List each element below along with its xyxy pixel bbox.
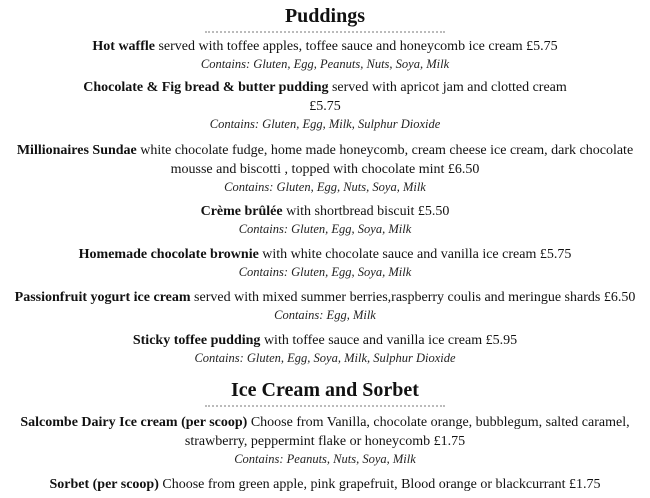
item-description: with toffee sauce and vanilla ice cream £5.95 (260, 333, 518, 348)
section-title-ice-cream-sorbet: Ice Cream and Sorbet (231, 379, 419, 401)
section-title-puddings: Puddings (284, 5, 366, 27)
item-name: Salcombe Dairy Ice cream (per scoop) (20, 415, 248, 430)
item-allergens: Contains: Gluten, Egg, Nuts, Soya, Milk (224, 180, 426, 194)
item-name: Sticky toffee pudding (132, 333, 261, 348)
item-allergens: Contains: Gluten, Egg, Peanuts, Nuts, Soya, Milk (200, 57, 450, 71)
item-allergens: Contains: Gluten, Egg, Soya, Milk (238, 222, 412, 236)
item-description-line2: £5.75 (309, 99, 341, 114)
item-description: white chocolate fudge, home made honeycomb, cream cheese ice cream, dark chocolate (136, 143, 634, 158)
item-description: served with apricot jam and clotted cream (328, 80, 567, 95)
item-name: Sorbet (per scoop) (49, 477, 159, 492)
item-description: with shortbread biscuit £5.50 (282, 204, 450, 219)
item-description: with white chocolate sauce and vanilla ice cream £5.75 (258, 247, 572, 262)
item-name: Chocolate & Fig bread & butter pudding (83, 80, 329, 95)
divider (205, 31, 445, 33)
item-description: served with toffee apples, toffee sauce and honeycomb ice cream £5.75 (154, 39, 558, 54)
item-name: Crème brûlée (200, 204, 283, 219)
menu-item-sorbet (0, 475, 650, 494)
menu-item-salcombe-ice-cream (0, 413, 650, 467)
menu-item-chocolate-fig-pudding (0, 78, 650, 132)
menu-item-passionfruit-ice-cream (0, 288, 650, 323)
menu-item-sticky-toffee-pudding (0, 331, 650, 366)
item-name: Millionaires Sundae (16, 143, 137, 158)
menu-item-hot-waffle (0, 37, 650, 72)
item-allergens: Contains: Gluten, Egg, Soya, Milk (238, 265, 412, 279)
item-allergens: Contains: Peanuts, Nuts, Soya, Milk (234, 452, 416, 466)
item-description: Choose from green apple, pink grapefruit, Blood orange or blackcurrant £1.75 (158, 477, 601, 492)
item-description-line2: mousse and biscotti , topped with chocolate mint £6.50 (170, 162, 480, 177)
item-allergens: Contains: Egg, Milk (274, 308, 376, 322)
item-allergens: Contains: Gluten, Egg, Soya, Milk, Sulphur Dioxide (194, 351, 456, 365)
menu-item-millionaires-sundae (0, 141, 650, 195)
menu-item-creme-brulee (0, 202, 650, 237)
divider (205, 405, 445, 407)
item-description-line2: strawberry, peppermint flake or honeycomb £1.75 (184, 434, 466, 449)
item-allergens: Contains: Gluten, Egg, Milk, Sulphur Dioxide (209, 117, 441, 131)
item-description: Choose from Vanilla, chocolate orange, bubblegum, salted caramel, (247, 415, 630, 430)
item-name: Passionfruit yogurt ice cream (14, 290, 191, 305)
item-name: Homemade chocolate brownie (78, 247, 259, 262)
menu-item-chocolate-brownie (0, 245, 650, 280)
item-description: served with mixed summer berries,raspberry coulis and meringue shards £6.50 (190, 290, 636, 305)
item-name: Hot waffle (92, 39, 155, 54)
